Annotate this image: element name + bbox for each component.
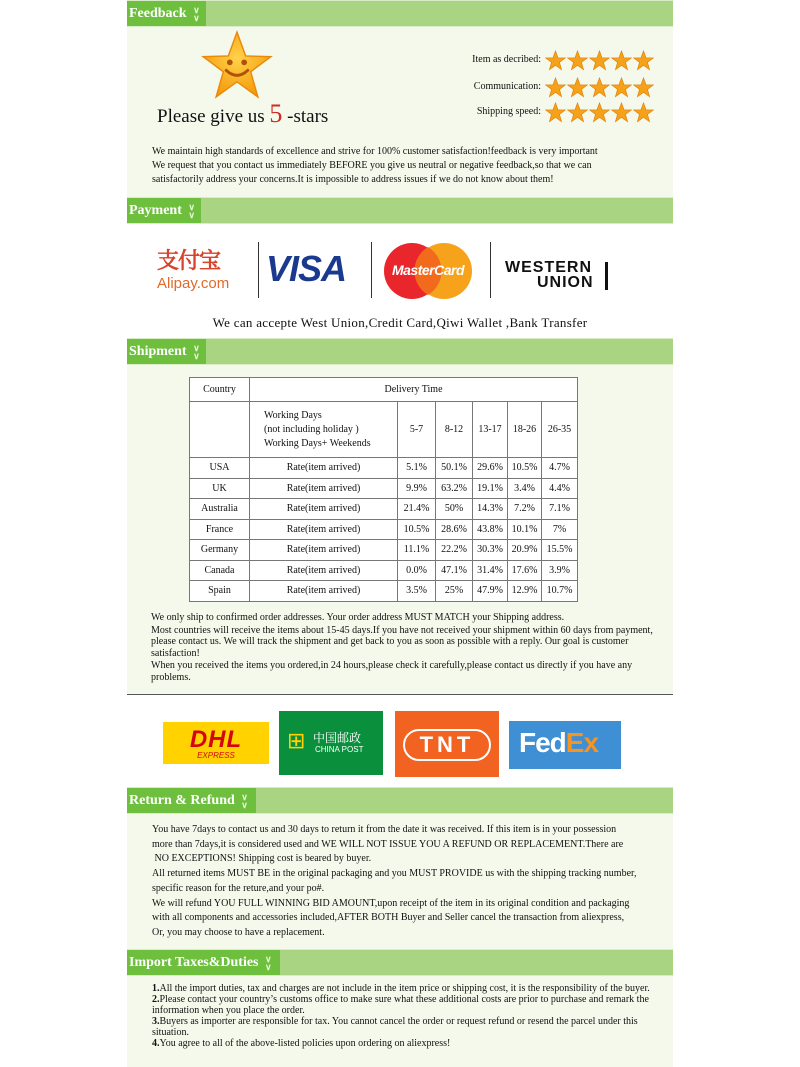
feedback-line: We maintain high standards of excellence and strive for 100% customer satisfaction!feedback is very important <box>152 146 598 157</box>
feedback-line: We request that you contact us immediately BEFORE you give us neutral or negative feedback,so that we can <box>152 160 592 171</box>
star-icon <box>545 102 566 123</box>
col-delivery-header: Delivery Time <box>250 378 578 402</box>
smiley-star-icon <box>201 30 273 102</box>
rate-cell: Rate(item arrived) <box>250 478 398 499</box>
rate-cell: Rate(item arrived) <box>250 519 398 540</box>
percent-cell: 3.5% <box>398 581 436 602</box>
table-row <box>190 581 578 602</box>
rate-cell: Rate(item arrived) <box>250 499 398 520</box>
divider <box>490 242 491 298</box>
percent-cell: 3.9% <box>542 560 578 581</box>
percent-cell: 7.2% <box>508 499 542 520</box>
percent-cell: 28.6% <box>436 519 473 540</box>
tax-item <box>152 994 662 1016</box>
shipment-title: Shipment <box>129 344 187 359</box>
star-icon <box>633 102 654 123</box>
payment-caption: We can accepte West Union,Credit Card,Qiwi Wallet ,Bank Transfer <box>212 315 588 330</box>
chevron-down-icon: ∨ ∨ <box>193 4 200 23</box>
tax-text: Please contact your country’s customs office to make sure what these additional costs are prior to purchase and remark the information when you place the order. <box>152 994 649 1016</box>
taxes-header <box>127 949 673 976</box>
country-cell: USA <box>190 458 250 479</box>
percent-cell: 29.6% <box>473 458 508 479</box>
country-cell: Canada <box>190 560 250 581</box>
star-icon <box>589 50 610 71</box>
rate-cell: Rate(item arrived) <box>250 540 398 561</box>
visa-logo: VISA <box>266 248 347 289</box>
tax-item <box>152 1016 662 1038</box>
percent-cell: 20.9% <box>508 540 542 561</box>
return-line: more than 7days,it is considered used and WE WILL NOT ISSUE YOU A REFUND OR REPLACEMENT.There are <box>152 838 624 850</box>
china-post-en: CHINA POST <box>315 745 364 754</box>
chevron-down-icon: ∨ ∨ <box>188 201 195 220</box>
star-icon <box>567 50 588 71</box>
percent-cell: 9.9% <box>398 478 436 499</box>
give-prefix: Please give us <box>157 106 265 127</box>
day-range: 8-12 <box>436 402 473 458</box>
feedback-paragraph <box>152 145 662 187</box>
rating-communication <box>423 77 673 99</box>
rate-cell: Rate(item arrived) <box>250 581 398 602</box>
day-range: 26-35 <box>542 402 578 458</box>
return-title: Return & Refund <box>129 793 235 808</box>
return-header <box>127 787 673 814</box>
give-five-stars-text <box>157 99 328 129</box>
country-cell: Spain <box>190 581 250 602</box>
dhl-text: DHL <box>189 726 243 753</box>
fedex-text <box>519 727 598 759</box>
percent-cell: 25% <box>436 581 473 602</box>
star-icon <box>633 50 654 71</box>
percent-cell: 22.2% <box>436 540 473 561</box>
give-number: 5 <box>269 99 283 128</box>
country-cell: Germany <box>190 540 250 561</box>
percent-cell: 43.8% <box>473 519 508 540</box>
percent-cell: 17.6% <box>508 560 542 581</box>
tax-item <box>152 983 662 994</box>
percent-cell: 19.1% <box>473 478 508 499</box>
alipay-cn: 支付宝 <box>157 249 221 274</box>
taxes-title: Import Taxes&Duties <box>129 955 259 970</box>
percent-cell: 3.4% <box>508 478 542 499</box>
star-icon <box>589 102 610 123</box>
wu-line2: UNION <box>537 274 594 291</box>
fedex-logo <box>509 721 621 769</box>
tax-num: 3. <box>152 1016 160 1027</box>
tax-text: Buyers as importer are responsible for tax. You cannot cancel the order or request refund or resend the parcel under this situation. <box>152 1016 638 1038</box>
feedback-line: satisfactorily address your concerns.It is impossible to address issues if we do not know about them! <box>152 174 554 185</box>
table-row <box>190 560 578 581</box>
percent-cell: 50.1% <box>436 458 473 479</box>
table-row <box>190 499 578 520</box>
delivery-time-table <box>189 377 578 602</box>
percent-cell: 11.1% <box>398 540 436 561</box>
rate-cell: Rate(item arrived) <box>250 458 398 479</box>
star-icon <box>611 77 632 98</box>
feedback-title: Feedback <box>129 6 187 21</box>
rate-cell: Rate(item arrived) <box>250 560 398 581</box>
taxes-list <box>152 983 662 1049</box>
alipay-en: Alipay.com <box>157 275 230 292</box>
return-line: Or, you may choose to have a replacement. <box>152 926 325 938</box>
country-cell: Australia <box>190 499 250 520</box>
star-rating <box>545 102 655 128</box>
star-icon <box>545 50 566 71</box>
percent-cell: 5.1% <box>398 458 436 479</box>
country-cell: France <box>190 519 250 540</box>
percent-cell: 0.0% <box>398 560 436 581</box>
percent-cell: 31.4% <box>473 560 508 581</box>
china-post-logo <box>279 711 383 775</box>
payment-panel <box>127 224 673 337</box>
table-row <box>190 540 578 561</box>
divider <box>371 242 372 298</box>
percent-cell: 30.3% <box>473 540 508 561</box>
western-union-logo <box>505 260 615 290</box>
percent-cell: 10.5% <box>398 519 436 540</box>
percent-cell: 4.4% <box>542 478 578 499</box>
star-icon <box>545 77 566 98</box>
china-post-emblem-icon: ⊞ <box>287 729 306 754</box>
rating-label: Item as decribed: <box>472 54 541 65</box>
percent-cell: 10.7% <box>542 581 578 602</box>
shipment-note: When you received the items you ordered,in 24 hours,please check it carefully,please contact us directly if you have any problems. <box>151 660 633 683</box>
payment-tab <box>127 198 201 223</box>
feedback-header <box>127 0 673 27</box>
percent-cell: 47.1% <box>436 560 473 581</box>
policy-page <box>127 0 673 1067</box>
feedback-panel <box>127 27 673 197</box>
percent-cell: 7% <box>542 519 578 540</box>
country-cell: UK <box>190 478 250 499</box>
shipment-tab <box>127 339 206 364</box>
tnt-logo <box>395 711 499 777</box>
star-icon <box>589 77 610 98</box>
return-line: All returned items MUST BE in the original packaging and you MUST PROVIDE us with the shipping tracking number, <box>152 868 637 880</box>
fedex-ex: Ex <box>565 727 599 758</box>
star-icon <box>567 77 588 98</box>
star-rating <box>545 77 655 103</box>
table-row <box>190 458 578 479</box>
percent-cell: 47.9% <box>473 581 508 602</box>
tax-num: 4. <box>152 1038 160 1049</box>
percent-cell: 15.5% <box>542 540 578 561</box>
taxes-panel <box>127 976 673 1067</box>
star-icon <box>611 50 632 71</box>
chevron-down-icon: ∨ ∨ <box>265 953 272 972</box>
tax-num: 1. <box>152 983 160 994</box>
day-range: 13-17 <box>473 402 508 458</box>
percent-cell: 21.4% <box>398 499 436 520</box>
rating-label: Communication: <box>473 81 541 92</box>
percent-cell: 4.7% <box>542 458 578 479</box>
return-line: You have 7days to contact us and 30 days to return it from the date it was received. If this item is in your possession <box>152 824 617 835</box>
return-paragraph <box>152 823 662 941</box>
table-row <box>190 478 578 499</box>
tax-item <box>152 1038 662 1049</box>
wu-line1: WESTERN <box>505 259 592 276</box>
return-tab <box>127 788 256 813</box>
percent-cell: 7.1% <box>542 499 578 520</box>
col-country-header: Country <box>190 378 250 402</box>
shipment-header <box>127 338 673 365</box>
return-line: specific reason for the reture,and your po#. <box>152 882 325 894</box>
working-days-line: (not including holiday ) <box>264 423 359 435</box>
star-rating <box>545 50 655 76</box>
empty-cell <box>190 402 250 458</box>
wu-bar <box>605 262 608 290</box>
china-post-cn: 中国邮政 <box>313 731 362 745</box>
star-icon <box>567 102 588 123</box>
percent-cell: 10.1% <box>508 519 542 540</box>
chevron-down-icon: ∨ ∨ <box>241 791 248 810</box>
working-days-cell <box>250 402 398 458</box>
table-body <box>190 458 578 602</box>
percent-cell: 10.5% <box>508 458 542 479</box>
tax-num: 2. <box>152 994 160 1005</box>
rating-shipping-speed <box>423 102 673 124</box>
give-suffix: -stars <box>287 106 329 127</box>
dhl-logo <box>163 722 269 764</box>
percent-cell: 14.3% <box>473 499 508 520</box>
chevron-down-icon: ∨ ∨ <box>193 342 200 361</box>
return-line: NO EXCEPTIONS! Shipping cost is beared by buyer. <box>152 853 372 865</box>
return-line: with all components and accessories included,AFTER BOTH Buyer and Seller cancel the transaction from aliexpress, <box>152 912 625 924</box>
percent-cell: 63.2% <box>436 478 473 499</box>
couriers-panel <box>127 695 673 787</box>
table-row <box>190 519 578 540</box>
feedback-tab <box>127 1 206 26</box>
dhl-sub: EXPRESS <box>197 751 235 760</box>
day-range: 18-26 <box>508 402 542 458</box>
working-days-line: Working Days <box>264 409 322 421</box>
percent-cell: 12.9% <box>508 581 542 602</box>
day-range: 5-7 <box>398 402 436 458</box>
percent-cell: 50% <box>436 499 473 520</box>
mastercard-text: MasterCard <box>391 262 465 278</box>
rating-label: Shipping speed: <box>476 106 541 117</box>
shipment-notes <box>151 612 656 684</box>
divider <box>258 242 259 298</box>
rating-item-described <box>423 50 673 72</box>
taxes-tab <box>127 950 280 975</box>
shipment-panel <box>127 365 673 695</box>
return-panel <box>127 814 673 949</box>
tnt-text: TNT <box>403 729 491 761</box>
working-days-line: Working Days+ Weekends <box>264 437 371 449</box>
payment-title: Payment <box>129 203 182 218</box>
return-line: We will refund YOU FULL WINNING BID AMOUNT,upon receipt of the item in its original condition and packaging <box>152 897 630 909</box>
tax-text: All the import duties, tax and charges are not include in the item price or shipping cost, it is the responsibility of the buyer. <box>159 983 650 994</box>
star-icon <box>611 102 632 123</box>
alipay-logo <box>157 244 257 300</box>
star-icon <box>633 77 654 98</box>
tax-text: You agree to all of the above-listed policies upon ordering on aliexpress! <box>159 1038 451 1049</box>
shipment-note: We only ship to confirmed order addresses. Your order address MUST MATCH your Shipping address. <box>151 612 565 623</box>
fedex-fed: Fed <box>519 727 566 758</box>
payment-header <box>127 197 673 224</box>
shipment-note: Most countries will receive the items about 15-45 days.If you have not received your shipment within 60 days from payment, please contact us. We will track the shipment and get back to you as soon as possible with a reply. Our goal is customer satisfaction! <box>151 624 653 659</box>
